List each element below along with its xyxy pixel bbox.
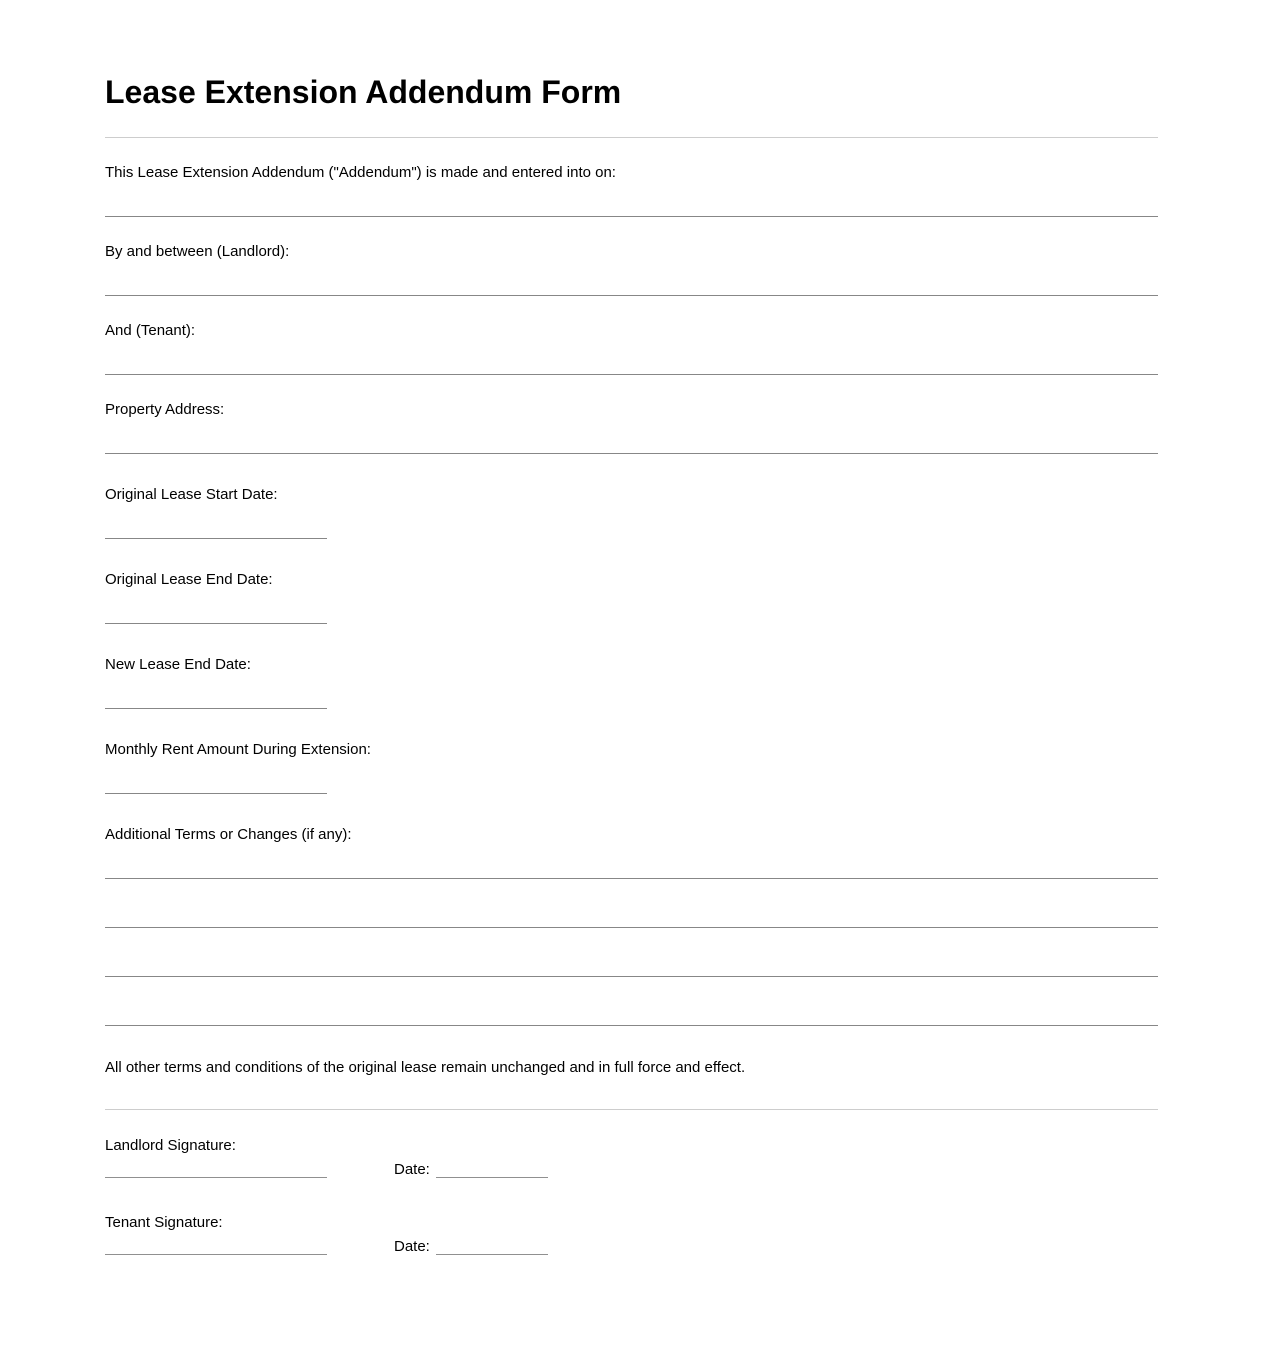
field-additional-terms bbox=[105, 826, 1158, 1026]
field-execution-date-label: This Lease Extension Addendum ("Addendum") is made and entered into on: bbox=[105, 164, 616, 181]
closing-divider bbox=[105, 1109, 1158, 1110]
additional-terms-write-lines bbox=[105, 843, 1158, 1026]
field-property-address bbox=[105, 401, 1158, 454]
field-tenant-name-write-line bbox=[105, 339, 1158, 375]
field-landlord-name bbox=[105, 243, 1158, 296]
landlord-date-label: Date: bbox=[394, 1161, 430, 1178]
landlord-date-line bbox=[436, 1158, 548, 1178]
field-new-lease-end-date-label: New Lease End Date: bbox=[105, 656, 251, 673]
additional-terms-write-line-1 bbox=[105, 843, 1158, 879]
field-execution-date bbox=[105, 164, 1158, 217]
landlord-signature-block bbox=[105, 1137, 1158, 1178]
additional-terms-write-line-2 bbox=[105, 879, 1158, 928]
tenant-signature-row bbox=[105, 1235, 1158, 1255]
field-execution-date-write-line bbox=[105, 181, 1158, 217]
field-property-address-write-line bbox=[105, 418, 1158, 454]
landlord-signature-row bbox=[105, 1158, 1158, 1178]
field-original-lease-end-date-label: Original Lease End Date: bbox=[105, 571, 273, 588]
landlord-signature-line bbox=[105, 1158, 327, 1178]
field-property-address-label: Property Address: bbox=[105, 401, 225, 418]
field-monthly-rent bbox=[105, 741, 1158, 794]
field-additional-terms-label: Additional Terms or Changes (if any): bbox=[105, 826, 352, 843]
tenant-signature-block bbox=[105, 1214, 1158, 1255]
field-new-lease-end-date-write-line bbox=[105, 673, 327, 709]
landlord-signature-label: Landlord Signature: bbox=[105, 1137, 236, 1154]
additional-terms-write-line-3 bbox=[105, 928, 1158, 977]
tenant-date-label: Date: bbox=[394, 1238, 430, 1255]
title-divider bbox=[105, 137, 1158, 138]
additional-terms-write-line-4 bbox=[105, 977, 1158, 1026]
field-tenant-name-label: And (Tenant): bbox=[105, 322, 196, 339]
field-landlord-name-label: By and between (Landlord): bbox=[105, 243, 290, 260]
page-title: Lease Extension Addendum Form bbox=[105, 74, 622, 110]
field-monthly-rent-label: Monthly Rent Amount During Extension: bbox=[105, 741, 371, 758]
field-original-lease-start-date bbox=[105, 486, 1158, 539]
field-original-lease-end-date-write-line bbox=[105, 588, 327, 624]
field-landlord-name-write-line bbox=[105, 260, 1158, 296]
field-tenant-name bbox=[105, 322, 1158, 375]
tenant-date-line bbox=[436, 1235, 548, 1255]
field-new-lease-end-date bbox=[105, 656, 1158, 709]
field-monthly-rent-write-line bbox=[105, 758, 327, 794]
field-original-lease-start-date-write-line bbox=[105, 503, 327, 539]
closing-statement: All other terms and conditions of the original lease remain unchanged and in full force and effect. bbox=[105, 1059, 746, 1076]
tenant-signature-label: Tenant Signature: bbox=[105, 1214, 223, 1231]
tenant-signature-line bbox=[105, 1235, 327, 1255]
field-original-lease-end-date bbox=[105, 571, 1158, 624]
field-original-lease-start-date-label: Original Lease Start Date: bbox=[105, 486, 278, 503]
